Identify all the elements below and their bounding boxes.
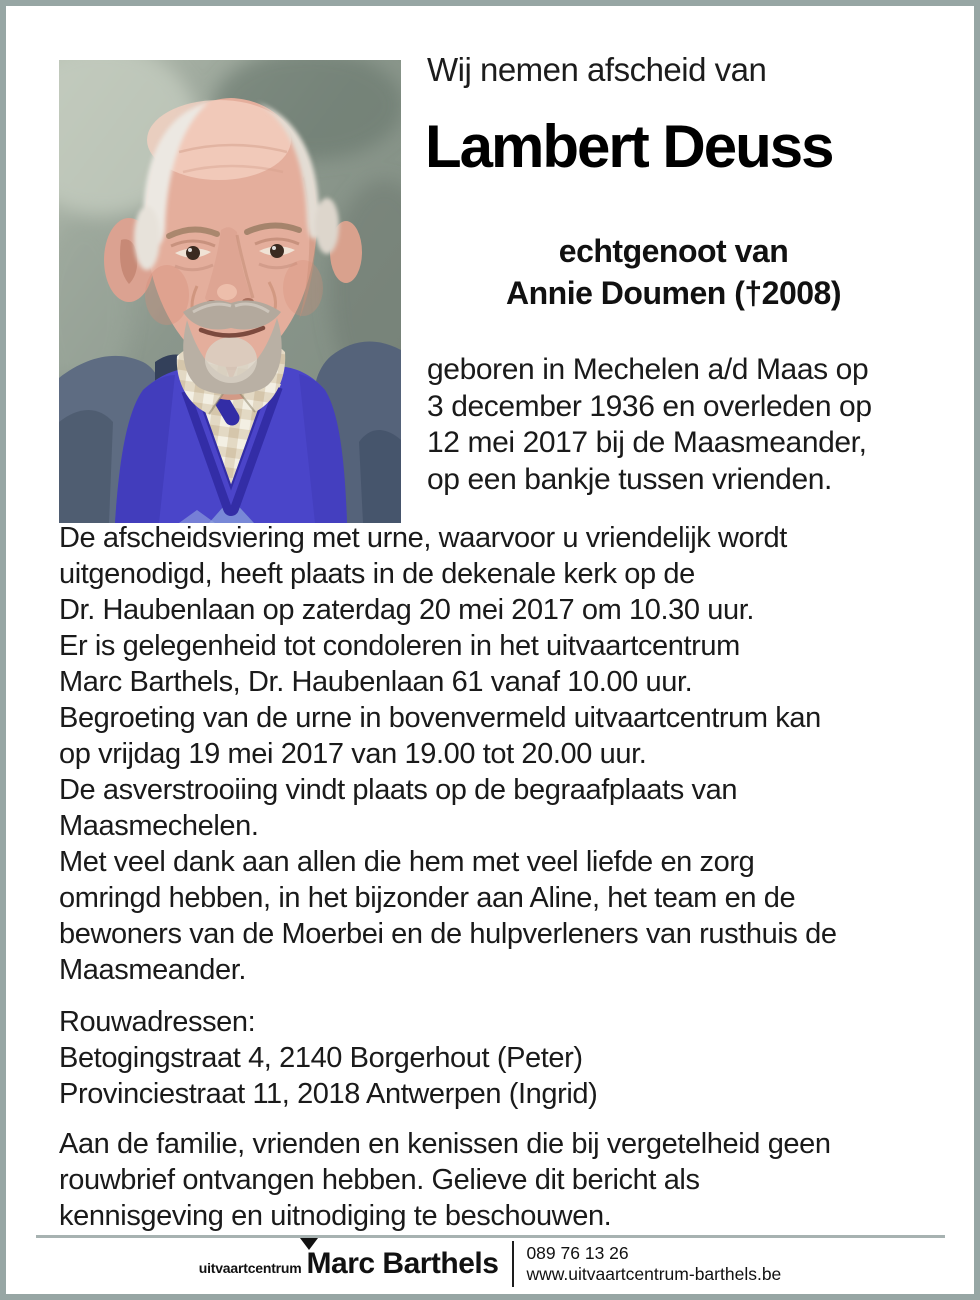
address-line: Provinciestraat 11, 2018 Antwerpen (Ingrid) xyxy=(59,1078,598,1110)
text-line: De asverstrooiing vindt plaats op de begraafplaats van xyxy=(59,774,738,806)
mourning-addresses-block xyxy=(59,1004,939,1112)
text-line: Maasmechelen. xyxy=(59,810,259,842)
text-line: Dr. Haubenlaan op zaterdag 20 mei 2017 om 10.30 uur. xyxy=(59,594,755,626)
addresses-lines xyxy=(59,1040,939,1112)
text-line: 12 mei 2017 bij de Maasmeander, xyxy=(427,426,867,459)
triangle-icon xyxy=(300,1238,318,1250)
text-line: De afscheidsviering met urne, waarvoor u vriendelijk wordt xyxy=(59,522,787,554)
text-line: geboren in Mechelen a/d Maas op xyxy=(427,353,869,386)
ceremony-details-block xyxy=(59,520,939,988)
funeral-home-logo xyxy=(199,1247,499,1281)
text-line: Er is gelegenheid tot condoleren in het uitvaartcentrum xyxy=(59,630,740,662)
relation-line: echtgenoot van xyxy=(558,233,789,269)
brand-name-wrap xyxy=(307,1247,499,1281)
text-line: op een bankje tussen vrienden. xyxy=(427,462,832,496)
funeral-home-footer xyxy=(0,1239,980,1289)
relation-block xyxy=(427,230,920,314)
contact-block xyxy=(526,1243,781,1285)
text-line: Met veel dank aan allen die hem met veel liefde en zorg xyxy=(59,846,755,878)
text-line: rouwbrief ontvangen hebben. Gelieve dit bericht als xyxy=(59,1164,700,1196)
life-dates-block xyxy=(427,352,920,498)
text-line: bewoners van de Moerbei en de hulpverleners van rusthuis de xyxy=(59,918,837,950)
text-line: uitgenodigd, heeft plaats in de dekenale kerk op de xyxy=(59,558,695,590)
text-line: Marc Barthels, Dr. Haubenlaan 61 vanaf 10.00 uur. xyxy=(59,666,693,698)
portrait-photo xyxy=(59,60,401,523)
website-url: www.uitvaartcentrum-barthels.be xyxy=(526,1264,782,1284)
brand-prefix-label: uitvaartcentrum xyxy=(198,1260,302,1276)
text-line: Aan de familie, vrienden en kenissen die bij vergetelheid geen xyxy=(59,1128,831,1160)
portrait-illustration xyxy=(59,60,401,523)
text-line: 3 december 1936 en overleden op xyxy=(427,389,872,423)
text-line: kennisgeving en uitnodiging te beschouwen. xyxy=(59,1200,612,1232)
deceased-name: Lambert Deuss xyxy=(425,113,833,180)
brand-name-label: Marc Barthels xyxy=(306,1247,499,1280)
text-line: op vrijdag 19 mei 2017 van 19.00 tot 20.00 uur. xyxy=(59,738,647,770)
text-line: Maasmeander. xyxy=(59,954,247,986)
address-line: Betogingstraat 4, 2140 Borgerhout (Peter) xyxy=(59,1042,583,1074)
text-line: Begroeting van de urne in bovenvermeld uitvaartcentrum kan xyxy=(59,702,821,734)
spouse-name: Annie Doumen (†2008) xyxy=(506,275,841,311)
closing-note-block xyxy=(59,1126,939,1234)
footer-divider xyxy=(512,1241,514,1287)
addresses-title: Rouwadressen: xyxy=(59,1006,256,1038)
text-line: omringd hebben, in het bijzonder aan Aline, het team en de xyxy=(59,882,796,914)
phone-number: 089 76 13 26 xyxy=(526,1243,629,1263)
footer-separator-line xyxy=(36,1235,945,1238)
intro-line: Wij nemen afscheid van xyxy=(427,51,767,88)
